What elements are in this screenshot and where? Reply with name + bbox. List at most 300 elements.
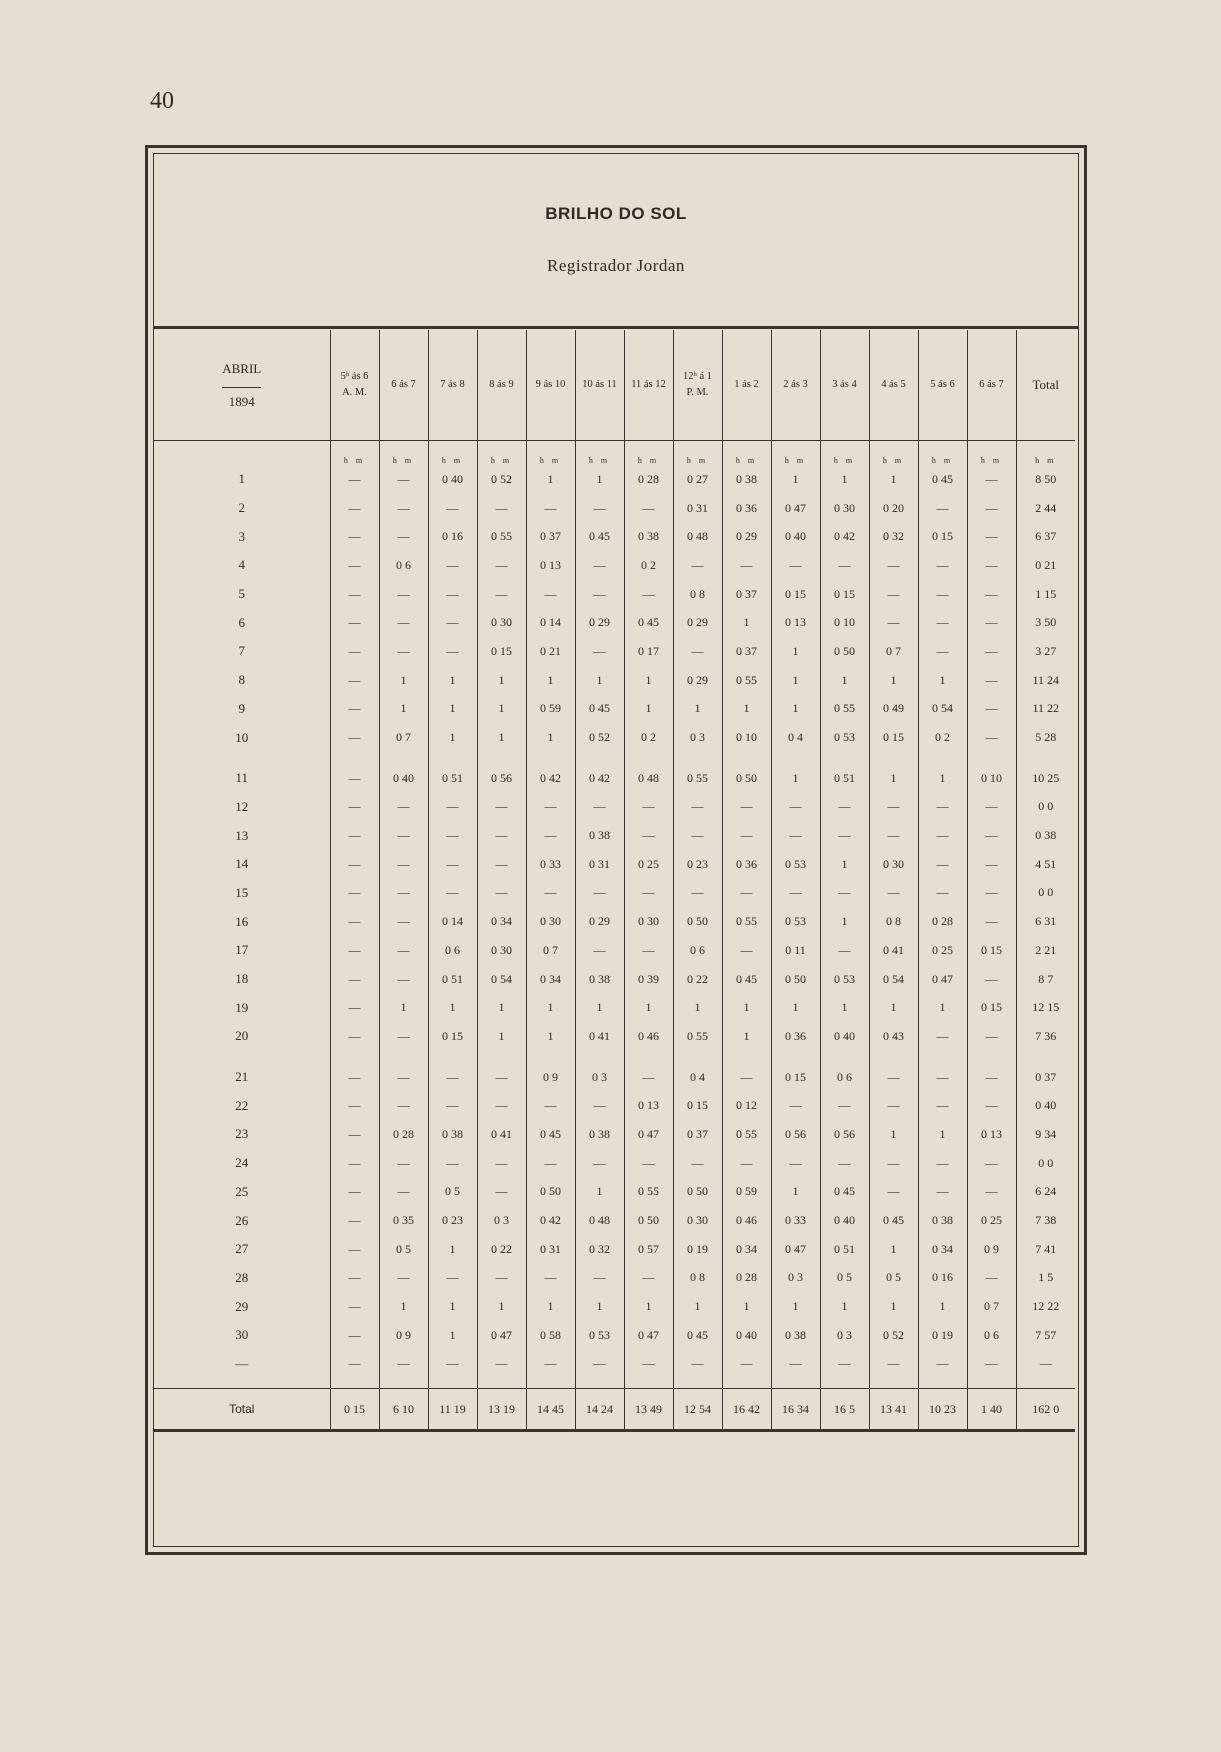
value-cell: — [379,936,428,965]
value-cell: 0 29 [673,608,722,637]
unit-label: h m [1016,441,1075,466]
day-cell: — [235,1355,249,1371]
value-cell: 0 45 [575,695,624,724]
value-cell: 0 42 [820,522,869,551]
table-row [154,551,1075,580]
column-header [575,330,624,441]
gap-cell [967,1051,1016,1063]
value-cell: — [428,1063,477,1092]
value-cell: — [575,879,624,908]
value-cell: 0 54 [869,965,918,994]
value-cell: 0 5 [820,1264,869,1293]
value-cell: 1 [624,1292,673,1321]
value-cell: — [820,1149,869,1178]
value-cell: 1 [526,993,575,1022]
value-cell: 0 36 [722,850,771,879]
day-cell: 7 [238,643,245,659]
value-cell: — [673,1350,722,1379]
value-cell: 0 9 [379,1321,428,1350]
gap-cell [154,1378,330,1389]
value-cell: 0 45 [869,1206,918,1235]
value-cell: 0 25 [624,850,673,879]
value-cell: 1 [771,666,820,695]
gap-cell [477,752,526,764]
gap-cell [379,1051,428,1063]
value-cell: — [869,1063,918,1092]
value-cell: 1 [869,764,918,793]
value-cell: 1 [428,1292,477,1321]
gap-cell [722,752,771,764]
value-cell: 4 51 [1016,850,1075,879]
total-cell: 16 42 [722,1389,771,1431]
gap-cell [575,1051,624,1063]
value-cell: 0 0 [1016,1149,1075,1178]
value-cell: 6 31 [1016,907,1075,936]
table-row [154,764,1075,793]
value-cell: 1 [820,907,869,936]
value-cell: 0 15 [771,580,820,609]
value-cell: 0 11 [771,936,820,965]
value-cell: 0 33 [771,1206,820,1235]
unit-label: h m [967,441,1016,466]
value-cell: — [330,1022,379,1051]
value-cell: 0 47 [918,965,967,994]
day-cell: 17 [235,942,249,958]
value-cell: 0 59 [526,695,575,724]
value-cell: 1 [477,1022,526,1051]
value-cell: 2 44 [1016,494,1075,523]
day-cell: 11 [235,770,249,786]
gap-cell [428,752,477,764]
unit-label: h m [575,441,624,466]
value-cell: 0 47 [624,1120,673,1149]
value-cell: 0 50 [673,907,722,936]
gap-cell [820,752,869,764]
value-cell: — [379,1149,428,1178]
gap-cell [967,752,1016,764]
value-cell: 0 55 [820,695,869,724]
value-cell: 0 55 [673,764,722,793]
gap-cell [722,1051,771,1063]
value-cell: 11 24 [1016,666,1075,695]
value-cell: 0 50 [624,1206,673,1235]
value-cell: 1 [379,666,428,695]
value-cell: — [918,637,967,666]
day-cell: 3 [238,528,245,544]
table-row [154,580,1075,609]
value-cell: 1 [771,465,820,494]
column-header-line1: 4 ás 5 [881,379,906,391]
total-cell: 16 34 [771,1389,820,1431]
total-cell: 1 40 [967,1389,1016,1431]
value-cell: 0 41 [869,936,918,965]
gap-cell [673,1378,722,1389]
value-cell: — [575,1350,624,1379]
value-cell: — [869,608,918,637]
gap-cell [771,1051,820,1063]
value-cell: 0 40 [820,1206,869,1235]
value-cell: 0 17 [624,637,673,666]
value-cell: — [575,1149,624,1178]
value-cell: 0 15 [771,1063,820,1092]
value-cell: 1 [477,723,526,752]
value-cell: — [967,494,1016,523]
table-row [154,850,1075,879]
value-cell: — [330,1350,379,1379]
column-header-line1: 5ʰ ás 6 [340,371,369,383]
value-cell: 8 50 [1016,465,1075,494]
value-cell: 0 47 [477,1321,526,1350]
unit-label: h m [526,441,575,466]
value-cell: 5 28 [1016,723,1075,752]
unit-label: h m [869,441,918,466]
day-cell: 23 [235,1126,249,1142]
value-cell: — [330,907,379,936]
value-cell: 0 6 [673,936,722,965]
unit-label: h m [379,441,428,466]
table-row [154,1063,1075,1092]
value-cell: — [428,793,477,822]
value-cell: — [379,965,428,994]
value-cell: — [477,1091,526,1120]
value-cell: — [869,580,918,609]
gap-cell [918,752,967,764]
value-cell: 0 4 [673,1063,722,1092]
value-cell: — [722,821,771,850]
value-cell: 0 33 [526,850,575,879]
value-cell: 1 [624,666,673,695]
value-cell: 0 29 [673,666,722,695]
gap-cell [1016,752,1075,764]
value-cell: 0 46 [722,1206,771,1235]
value-cell: 0 34 [477,907,526,936]
value-cell: 0 28 [722,1264,771,1293]
gap-cell [477,1378,526,1389]
gap-cell [526,1051,575,1063]
value-cell: 1 [918,993,967,1022]
gap-cell [330,752,379,764]
value-cell: 9 34 [1016,1120,1075,1149]
value-cell: 0 3 [575,1063,624,1092]
value-cell: — [379,793,428,822]
value-cell: — [967,965,1016,994]
value-cell: — [820,821,869,850]
value-cell: — [918,1350,967,1379]
value-cell: 0 6 [428,936,477,965]
value-cell: — [330,608,379,637]
value-cell: 0 0 [1016,793,1075,822]
gap-cell [379,1378,428,1389]
value-cell: — [869,1178,918,1207]
value-cell: 11 22 [1016,695,1075,724]
value-cell: — [477,1264,526,1293]
value-cell: 0 13 [771,608,820,637]
value-cell: 0 42 [526,764,575,793]
value-cell: 0 15 [918,522,967,551]
value-cell: 0 53 [820,965,869,994]
value-cell: 0 5 [428,1178,477,1207]
value-cell: — [967,1350,1016,1379]
column-header [1016,330,1075,441]
day-cell: 6 [238,614,245,630]
total-cell: 10 23 [918,1389,967,1431]
value-cell: 0 6 [379,551,428,580]
gap-cell [673,752,722,764]
table-row [154,907,1075,936]
value-cell: 0 37 [673,1120,722,1149]
value-cell: 0 2 [624,723,673,752]
gap-cell [918,1378,967,1389]
value-cell: — [967,907,1016,936]
table-row [154,1178,1075,1207]
value-cell: 0 31 [673,494,722,523]
value-cell: — [330,580,379,609]
value-cell: 1 [869,1292,918,1321]
value-cell: — [575,1264,624,1293]
value-cell: — [869,879,918,908]
value-cell: — [967,723,1016,752]
value-cell: — [330,1321,379,1350]
value-cell: — [918,580,967,609]
value-cell: 0 12 [722,1091,771,1120]
value-cell: 0 20 [869,494,918,523]
value-cell: — [379,637,428,666]
value-cell: 0 38 [722,465,771,494]
value-cell: — [722,936,771,965]
day-cell: 24 [235,1155,249,1171]
value-cell: — [918,1178,967,1207]
value-cell: — [330,1149,379,1178]
value-cell: — [330,723,379,752]
value-cell: — [330,465,379,494]
value-cell: — [967,879,1016,908]
value-cell: — [379,821,428,850]
value-cell: — [722,793,771,822]
value-cell: — [967,1063,1016,1092]
unit-label: h m [673,441,722,466]
value-cell: 1 [526,1022,575,1051]
value-cell: — [379,1264,428,1293]
value-cell: 1 [918,666,967,695]
value-cell: — [379,608,428,637]
value-cell: — [526,580,575,609]
value-cell: 0 3 [771,1264,820,1293]
value-cell: 0 30 [477,936,526,965]
table-wrap [154,330,1078,1432]
value-cell: 0 47 [624,1321,673,1350]
value-cell: — [967,850,1016,879]
gap-cell [624,1378,673,1389]
column-header [428,330,477,441]
column-header [526,330,575,441]
value-cell: — [428,580,477,609]
column-header-line2: P. M. [686,387,709,398]
column-header-line1: 10 ás 11 [582,379,617,391]
gap-cell [526,1378,575,1389]
value-cell: 1 [918,764,967,793]
value-cell: 0 15 [967,993,1016,1022]
value-cell: — [967,522,1016,551]
gap-cell [330,1378,379,1389]
value-cell: 0 28 [379,1120,428,1149]
value-cell: 0 35 [379,1206,428,1235]
value-cell: — [330,637,379,666]
value-cell: 1 [869,1120,918,1149]
unit-label: h m [771,441,820,466]
value-cell: 0 43 [869,1022,918,1051]
value-cell: — [330,1120,379,1149]
value-cell: 0 14 [526,608,575,637]
value-cell: 0 40 [1016,1091,1075,1120]
value-cell: — [967,465,1016,494]
value-cell: 0 14 [428,907,477,936]
value-cell: — [918,879,967,908]
value-cell: — [526,1264,575,1293]
total-cell: 6 10 [379,1389,428,1431]
value-cell: — [869,793,918,822]
value-cell: — [869,551,918,580]
value-cell: 0 52 [869,1321,918,1350]
table-row [154,522,1075,551]
value-cell: 1 [820,1292,869,1321]
value-cell: 1 [771,637,820,666]
value-cell: 0 48 [575,1206,624,1235]
value-cell: — [330,1235,379,1264]
unit-label: h m [330,441,379,466]
column-header-line1: 12ʰ á 1 [682,371,713,383]
value-cell: 0 5 [869,1264,918,1293]
value-cell: 0 15 [428,1022,477,1051]
value-cell: — [575,494,624,523]
value-cell: — [379,1350,428,1379]
value-cell: 1 [428,723,477,752]
value-cell: — [330,993,379,1022]
value-cell: — [967,551,1016,580]
value-cell: — [575,551,624,580]
day-cell: 9 [238,700,245,716]
value-cell: 0 19 [918,1321,967,1350]
value-cell: — [379,907,428,936]
value-cell: 0 40 [722,1321,771,1350]
value-cell: 0 30 [526,907,575,936]
year-label: 1894 [228,393,255,409]
value-cell: 0 16 [428,522,477,551]
value-cell: 0 21 [1016,551,1075,580]
value-cell: 0 36 [722,494,771,523]
value-cell: 1 [575,1178,624,1207]
value-cell: 0 34 [918,1235,967,1264]
value-cell: — [624,494,673,523]
value-cell: 1 [575,1292,624,1321]
value-cell: 0 50 [820,637,869,666]
value-cell: — [379,494,428,523]
gap-cell [1016,1051,1075,1063]
value-cell: — [869,821,918,850]
value-cell: — [967,608,1016,637]
value-cell: 0 36 [771,1022,820,1051]
total-cell: 16 5 [820,1389,869,1431]
value-cell: 1 [869,1235,918,1264]
day-cell: 10 [235,729,249,745]
value-cell: 0 55 [624,1178,673,1207]
value-cell: 1 [722,993,771,1022]
value-cell: 0 55 [722,1120,771,1149]
value-cell: 0 59 [722,1178,771,1207]
value-cell: — [967,793,1016,822]
value-cell: 0 53 [820,723,869,752]
value-cell: 1 [918,1120,967,1149]
value-cell: — [918,1022,967,1051]
value-cell: — [477,879,526,908]
value-cell: 0 31 [526,1235,575,1264]
value-cell: 0 30 [673,1206,722,1235]
value-cell: 0 2 [624,551,673,580]
day-cell: 28 [235,1269,249,1285]
value-cell: — [967,695,1016,724]
unit-spacer [154,441,330,466]
value-cell: 1 [477,993,526,1022]
value-cell: — [624,793,673,822]
value-cell: — [820,551,869,580]
gap-cell [869,752,918,764]
value-cell: — [526,1091,575,1120]
value-cell: 1 [771,1178,820,1207]
group-gap [154,752,1075,764]
value-cell: — [428,608,477,637]
value-cell: 1 [722,1292,771,1321]
value-cell: — [379,1022,428,1051]
day-cell: 27 [235,1241,249,1257]
value-cell: — [477,850,526,879]
value-cell: — [624,580,673,609]
value-cell: 0 39 [624,965,673,994]
unit-label: h m [918,441,967,466]
value-cell: 1 [575,465,624,494]
value-cell: 0 42 [526,1206,575,1235]
gap-cell [575,752,624,764]
gap-cell [771,752,820,764]
value-cell: 0 50 [526,1178,575,1207]
value-cell: 0 28 [624,465,673,494]
value-cell: — [428,1091,477,1120]
value-cell: 1 [575,993,624,1022]
value-cell: — [771,879,820,908]
value-cell: 0 25 [967,1206,1016,1235]
value-cell: 1 [722,1022,771,1051]
value-cell: 0 50 [673,1178,722,1207]
value-cell: — [918,494,967,523]
value-cell: 0 34 [526,965,575,994]
value-cell: 0 30 [624,907,673,936]
value-cell: — [722,551,771,580]
value-cell: 0 15 [673,1091,722,1120]
value-cell: — [330,551,379,580]
value-cell: 1 [722,695,771,724]
value-cell: 0 40 [379,764,428,793]
title-block [154,154,1078,329]
table-row [154,821,1075,850]
value-cell: 0 45 [820,1178,869,1207]
value-cell: 3 50 [1016,608,1075,637]
day-cell: 16 [235,913,249,929]
value-cell: — [379,465,428,494]
value-cell: 1 [771,993,820,1022]
total-cell: 13 49 [624,1389,673,1431]
value-cell: — [428,850,477,879]
value-cell: 0 47 [771,494,820,523]
column-header-line1: 7 ás 8 [440,379,465,391]
value-cell: 0 15 [967,936,1016,965]
